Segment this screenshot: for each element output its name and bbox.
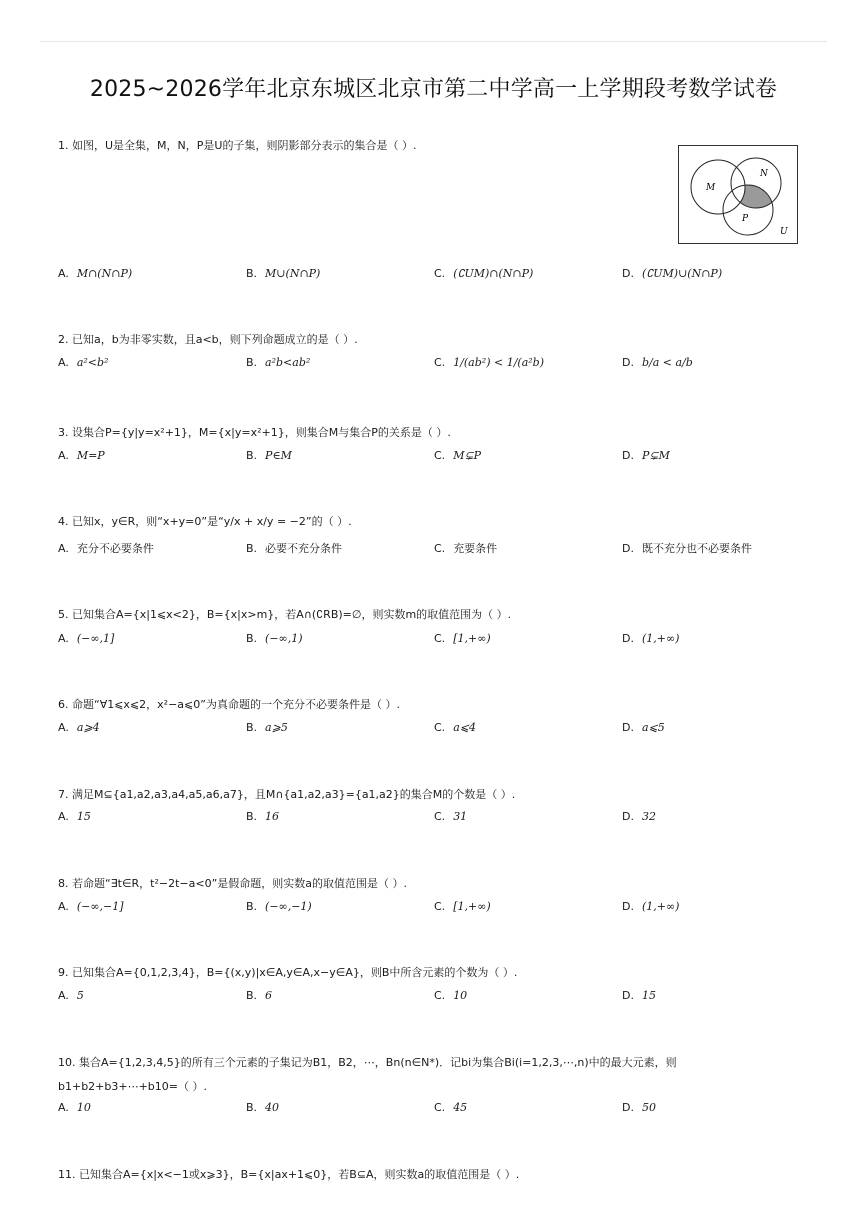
option-text: [1,+∞): [453, 900, 491, 913]
option-label: D.: [622, 267, 634, 280]
option-text: (−∞,−1]: [76, 900, 124, 913]
option-label: A.: [58, 632, 69, 645]
option-text: M∩(N∩P): [76, 267, 133, 280]
option-label: A.: [58, 810, 69, 823]
option-label: D.: [622, 721, 634, 734]
question-4: [58, 515, 828, 529]
question-5: [58, 608, 828, 622]
option-text: 充分不必要条件: [76, 542, 154, 555]
option-b[interactable]: [246, 541, 342, 557]
option-text: 31: [453, 810, 468, 823]
option-label: B.: [246, 810, 258, 823]
option-b[interactable]: [246, 1100, 279, 1116]
question-10-options: [58, 1100, 838, 1116]
option-label: C.: [434, 989, 446, 1002]
question-1: [58, 139, 828, 153]
option-text: (∁UM)∪(N∩P): [641, 267, 723, 280]
option-label: B.: [246, 721, 258, 734]
option-text: 32: [641, 810, 656, 823]
option-text: a⩽4: [453, 721, 476, 734]
question-stem: 4. 已知x，y∈R，则“x+y=0”是“y/x + x/y = −2”的（ ）.: [58, 515, 352, 528]
option-b[interactable]: [246, 988, 272, 1004]
option-b[interactable]: [246, 266, 320, 282]
option-text: (1,+∞): [641, 632, 680, 645]
option-label: C.: [434, 721, 446, 734]
question-6: [58, 698, 828, 712]
option-label: A.: [58, 900, 69, 913]
option-label: C.: [434, 267, 446, 280]
question-8: [58, 877, 828, 891]
option-label: D.: [622, 542, 634, 555]
option-label: D.: [622, 810, 634, 823]
option-text: (−∞,−1): [265, 900, 312, 913]
question-stem: 10. 集合A={1,2,3,4,5}的所有三个元素的子集记为B1，B2，⋯，Bn(n∈N*)．记bi为集合Bi(i=1,2,3,⋯,n)中的最大元素，则: [58, 1056, 677, 1069]
option-a[interactable]: [58, 266, 132, 282]
option-label: B.: [246, 449, 258, 462]
option-a[interactable]: [58, 1100, 91, 1116]
option-label: B.: [246, 900, 258, 913]
question-stem: 1. 如图，U是全集，M，N，P是U的子集，则阴影部分表示的集合是（ ）.: [58, 139, 417, 152]
option-a[interactable]: [58, 448, 105, 464]
option-label: D.: [622, 989, 634, 1002]
option-d[interactable]: [622, 355, 693, 371]
option-label: A.: [58, 721, 69, 734]
question-stem: 7. 满足M⊆{a1,a2,a3,a4,a5,a6,a7}，且M∩{a1,a2,a3}={a1,a2}的集合M的个数是（ ）.: [58, 788, 516, 801]
option-a[interactable]: [58, 355, 108, 371]
option-b[interactable]: [246, 899, 312, 915]
header-divider: [40, 41, 827, 42]
option-b[interactable]: [246, 631, 303, 647]
question-2-options: [58, 355, 838, 371]
option-text: 充要条件: [453, 542, 498, 555]
question-stem: 6. 命题“∀1⩽x⩽2，x²−a⩽0”为真命题的一个充分不必要条件是（ ）.: [58, 698, 400, 711]
option-text: (1,+∞): [641, 900, 680, 913]
option-text: 15: [641, 989, 656, 1002]
option-text: P∈M: [265, 449, 292, 462]
option-c[interactable]: [434, 899, 491, 915]
option-text: [1,+∞): [453, 632, 491, 645]
option-c[interactable]: [434, 266, 533, 282]
option-d[interactable]: [622, 899, 679, 915]
venn-diagram: [678, 145, 798, 244]
option-label: D.: [622, 632, 634, 645]
option-label: C.: [434, 900, 446, 913]
option-text: 5: [76, 989, 84, 1002]
option-c[interactable]: [434, 809, 467, 825]
question-9: [58, 966, 828, 980]
question-9-options: [58, 988, 838, 1004]
question-11: [58, 1168, 828, 1182]
question-5-options: [58, 631, 838, 647]
option-a[interactable]: [58, 809, 91, 825]
question-7-options: [58, 809, 838, 825]
option-label: B.: [246, 267, 258, 280]
option-c[interactable]: [434, 720, 476, 736]
label-U: U: [780, 227, 788, 237]
option-b[interactable]: [246, 809, 279, 825]
option-text: 10: [76, 1101, 91, 1114]
option-label: B.: [246, 356, 258, 369]
option-text: a²b<ab²: [265, 356, 311, 369]
question-stem: 2. 已知a，b为非零实数，且a<b，则下列命题成立的是（ ）.: [58, 333, 358, 346]
option-d[interactable]: [622, 541, 752, 557]
question-4-options: [58, 541, 838, 557]
option-text: (−∞,1]: [76, 632, 115, 645]
option-label: C.: [434, 632, 446, 645]
question-3: [58, 426, 828, 440]
option-d[interactable]: [622, 809, 656, 825]
option-b[interactable]: [246, 355, 310, 371]
option-text: 45: [453, 1101, 468, 1114]
option-label: A.: [58, 1101, 69, 1114]
option-text: 10: [453, 989, 468, 1002]
option-label: B.: [246, 632, 258, 645]
option-a[interactable]: [58, 720, 100, 736]
option-text: 既不充分也不必要条件: [641, 542, 752, 555]
option-text: 6: [265, 989, 273, 1002]
option-text: M⊊P: [453, 449, 482, 462]
option-c[interactable]: [434, 541, 497, 557]
question-stem: 11. 已知集合A={x|x<−1或x⩾3}，B={x|ax+1⩽0}，若B⊆A，则实数a的取值范围是（ ）.: [58, 1168, 520, 1181]
option-c[interactable]: [434, 448, 481, 464]
question-stem: 9. 已知集合A={0,1,2,3,4}，B={(x,y)|x∈A,y∈A,x−y∈A}，则B中所含元素的个数为（ ）.: [58, 966, 518, 979]
option-text: P⊊M: [641, 449, 670, 462]
option-text: a⩾4: [76, 721, 100, 734]
option-text: M∪(N∩P): [265, 267, 321, 280]
option-b[interactable]: [246, 448, 292, 464]
option-d[interactable]: [622, 1100, 656, 1116]
option-text: 必要不充分条件: [265, 542, 343, 555]
option-text: 50: [641, 1101, 656, 1114]
option-c[interactable]: [434, 631, 491, 647]
option-label: C.: [434, 449, 446, 462]
option-b[interactable]: [246, 720, 288, 736]
option-d[interactable]: [622, 448, 670, 464]
option-a[interactable]: [58, 988, 84, 1004]
option-label: A.: [58, 267, 69, 280]
question-7: [58, 788, 828, 802]
question-8-options: [58, 899, 838, 915]
question-3-options: [58, 448, 838, 464]
option-label: C.: [434, 1101, 446, 1114]
option-text: 16: [265, 810, 280, 823]
label-M: M: [706, 183, 716, 193]
question-1-options: [58, 266, 838, 282]
question-stem: 8. 若命题“∃t∈R，t²−2t−a<0”是假命题，则实数a的取值范围是（ ）.: [58, 877, 408, 890]
label-N: N: [760, 169, 768, 179]
option-label: D.: [622, 900, 634, 913]
option-label: B.: [246, 1101, 258, 1114]
option-a[interactable]: [58, 631, 114, 647]
option-a[interactable]: [58, 899, 124, 915]
option-text: (−∞,1): [265, 632, 303, 645]
option-label: A.: [58, 989, 69, 1002]
option-d[interactable]: [622, 720, 665, 736]
option-label: D.: [622, 1101, 634, 1114]
option-text: 1/(ab²) < 1/(a²b): [453, 356, 544, 369]
option-text: 15: [76, 810, 91, 823]
option-label: D.: [622, 449, 634, 462]
option-label: A.: [58, 449, 69, 462]
option-text: M=P: [76, 449, 105, 462]
label-P: P: [742, 214, 749, 224]
question-stem: 5. 已知集合A={x|1⩽x<2}，B={x|x>m}，若A∩(∁RB)=∅，则实数m的取值范围为（ ）.: [58, 608, 512, 621]
option-label: B.: [246, 542, 258, 555]
option-label: B.: [246, 989, 258, 1002]
option-label: A.: [58, 356, 69, 369]
option-label: D.: [622, 356, 634, 369]
option-c[interactable]: [434, 355, 544, 371]
option-label: C.: [434, 542, 446, 555]
option-text: a⩽5: [641, 721, 665, 734]
option-c[interactable]: [434, 988, 467, 1004]
question-stem: 3. 设集合P={y|y=x²+1}，M={x|y=x²+1}，则集合M与集合P的关系是（ ）.: [58, 426, 451, 439]
option-d[interactable]: [622, 988, 656, 1004]
option-text: 40: [265, 1101, 280, 1114]
option-label: C.: [434, 356, 446, 369]
option-text: (∁UM)∩(N∩P): [453, 267, 534, 280]
question-stem-continued: b1+b2+b3+⋯+b10=（ ）.: [58, 1080, 207, 1093]
option-d[interactable]: [622, 266, 722, 282]
question-2: [58, 333, 828, 347]
option-d[interactable]: [622, 631, 679, 647]
option-text: a⩾5: [265, 721, 288, 734]
page-title: 2025~2026学年北京东城区北京市第二中学高一上学期段考数学试卷: [89, 77, 778, 102]
option-text: b/a < a/b: [641, 356, 693, 369]
option-a[interactable]: [58, 541, 154, 557]
option-text: a²<b²: [76, 356, 109, 369]
option-label: A.: [58, 542, 69, 555]
option-c[interactable]: [434, 1100, 467, 1116]
question-10: [58, 1056, 828, 1094]
option-label: C.: [434, 810, 446, 823]
question-6-options: [58, 720, 838, 736]
